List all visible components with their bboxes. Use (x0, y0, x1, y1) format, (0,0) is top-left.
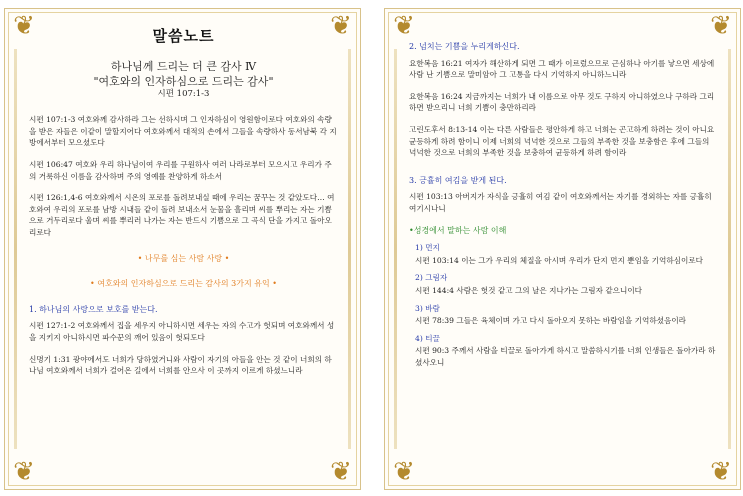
item-body: 시편 103:14 이는 그가 우리의 체질을 아시며 우리가 단지 먼지 뿐임을 기억하심이로다 (415, 255, 704, 265)
flourish-top-left-icon: ❦ (13, 11, 35, 41)
left-content (29, 27, 338, 475)
flourish-bottom-right-icon: ❦ (330, 457, 352, 487)
item-heading: 3) 바람 (415, 303, 440, 313)
sermon-title: 하나님께 드리는 더 큰 감사 Ⅳ (110, 59, 257, 73)
flourish-top-left-icon: ❦ (393, 11, 415, 41)
right-vine-border (348, 49, 351, 449)
right-page (384, 8, 741, 490)
verse-paragraph: 시편 127:1-2 여호와께서 집을 세우지 아니하시면 세우는 자의 수고가 헛되며 여호와께서 성을 지키지 아니하시면 파수꾼의 깨어 있음이 헛되도다 (29, 321, 335, 342)
section-heading-3: 3. 긍휼히 여김을 받게 된다. (409, 175, 507, 185)
item-heading: 1) 먼지 (415, 243, 440, 253)
item-heading: 4) 티끌 (415, 333, 440, 343)
item-heading: 2) 그림자 (415, 273, 448, 283)
item-body: 시편 78:39 그들은 육체이며 가고 다시 돌아오지 못하는 바람임을 기억하셨음이라 (415, 316, 687, 326)
verse-paragraph: 요한복음 16:21 여자가 해산하게 되면 그 때가 이르렀으므로 근심하나 아기를 낳으면 세상에 사람 난 기쁨으로 말미암아 그 고통을 다시 기억하지 아니하느니라 (409, 58, 715, 80)
item-body: 시편 90:3 주께서 사람을 티끌로 돌아가게 하시고 말씀하시기를 너희 인생들은 돌아가라 하셨사오니 (415, 346, 716, 367)
section-heading-1: 1. 하나님의 사랑으로 보호를 받는다. (29, 304, 158, 314)
left-vine-border (394, 49, 397, 449)
section-heading-2: 2. 넘치는 기쁨을 누리게하신다. (409, 42, 520, 51)
verse-paragraph: 신명기 1:31 광야에서도 너희가 당하였거니와 사람이 자기의 아들을 안는 것 같이 너희의 하나님 여호와께서 너희가 걸어온 길에서 너희를 안으사 이 곳까지 이르게 하셨느니라 (29, 354, 332, 376)
sermon-subtitle: "여호와의 인자하심으로 드리는 감사" (93, 74, 274, 88)
verse-paragraph: 시편 126:1,4-6 여호와께서 시온의 포로를 돌려보내실 때에 우리는 꿈꾸는 것 같았도다… 여호와여 우리의 포로를 남방 시내들 같이 돌려 보내소서 눈물을 흘리며 씨를 뿌리는 자는 기쁨으로 거두리로다 울며 씨를 뿌리러 나가는 자는 반드시 기쁨으로 그 곡식 단을 가지고 돌아오리로다 (29, 193, 335, 237)
section-divider-1: • 나무를 심는 사람 사랑 • (137, 253, 230, 263)
section-divider-2: • 여호와의 인자하심으로 드리는 감사의 3가지 유익 • (90, 279, 277, 289)
item-body: 시편 144:4 사람은 헛것 같고 그의 날은 지나가는 그림자 같으니이다 (415, 285, 642, 295)
verse-paragraph: 시편 106:47 여호와 우리 하나님이여 우리를 구원하사 여러 나라로부터 모으시고 우리가 주의 거룩하신 이름을 감사하며 주의 영예를 찬양하게 하소서 (29, 159, 332, 181)
right-content (409, 27, 718, 475)
left-page (4, 8, 361, 490)
left-vine-border (14, 49, 17, 449)
flourish-top-right-icon: ❦ (710, 11, 732, 41)
flourish-top-right-icon: ❦ (330, 11, 352, 41)
verse-paragraph: 고린도후서 8:13-14 이는 다른 사람들은 평안하게 하고 너희는 곤고하게 하려는 것이 아니요 균등하게 하려 함이니 이제 너희의 넉넉한 것으로 그들의 부족한 것을 보충함은 후에 그들의 넉넉한 것으로 너희의 부족한 것을 보충하여 균등하게 하려 함이라 (409, 124, 715, 158)
right-vine-border (728, 49, 731, 449)
verse-paragraph: 요한복음 16:24 지금까지는 너희가 내 이름으로 아무 것도 구하지 아니하였으나 구하라 그리하면 받으리니 너희 기쁨이 충만하리라 (409, 91, 715, 113)
flourish-bottom-right-icon: ❦ (710, 457, 732, 487)
flourish-bottom-left-icon: ❦ (13, 457, 35, 487)
page-title: 말씀노트 (152, 27, 215, 45)
verse-paragraph: 시편 103:13 아버지가 자식을 긍휼히 여김 같이 여호와께서는 자기를 경외하는 자를 긍휼히 여기시나니 (409, 192, 712, 213)
sermon-reference: 시편 107:1-3 (157, 88, 210, 99)
verse-paragraph: 시편 107:1-3 여호와께 감사하라 그는 선하시며 그 인자하심이 영원함이로다 여호와의 속량을 받은 자들은 이같이 말할지어다 여호와께서 대적의 손에서 그들을 속량하사 동서남북 각 지방에서부터 모으셨도다 (29, 115, 337, 148)
subsection-heading: •성경에서 말하는 사람 이해 (409, 225, 507, 235)
flourish-bottom-left-icon: ❦ (393, 457, 415, 487)
